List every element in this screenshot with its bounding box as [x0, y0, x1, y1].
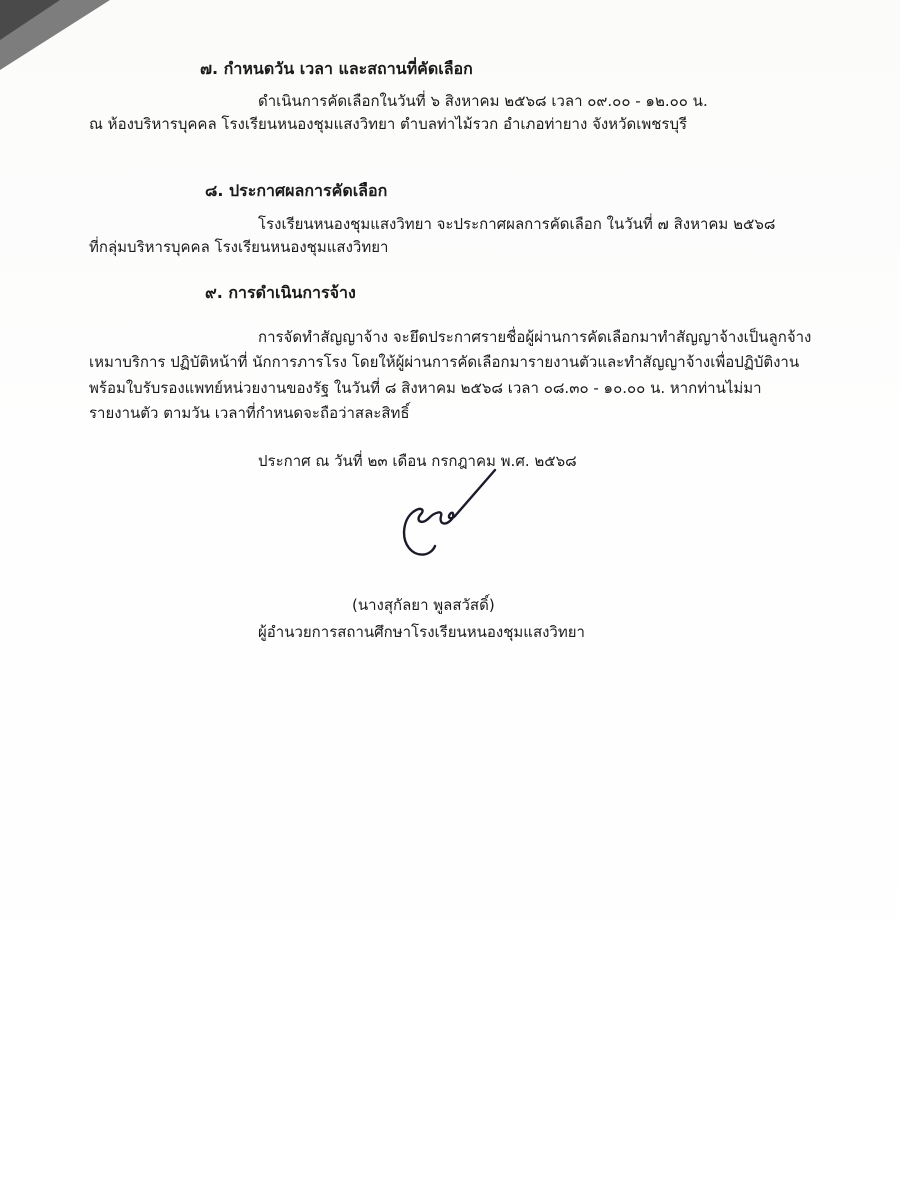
page-corner-shadow-dark [0, 0, 60, 40]
section-8-heading: ๘. ประกาศผลการคัดเลือก [205, 181, 388, 200]
section-9-line-3: พร้อมใบรับรองแพทย์หน่วยงานของรัฐ ในวันที่ ๘ สิงหาคม ๒๕๖๘ เวลา ๐๘.๓๐ - ๑๐.๐๐ น. หากท่านไม่มา [89, 379, 762, 397]
section-9-line-2: เหมาบริการ ปฏิบัติหน้าที่ นักการภารโรง โดยให้ผู้ผ่านการคัดเลือกมารายงานตัวและทำสัญญาจ้างเพื่อปฏิบัติงาน [89, 353, 800, 371]
section-9-line-1: การจัดทำสัญญาจ้าง จะยึดประกาศรายชื่อผู้ผ่านการคัดเลือกมาทำสัญญาจ้างเป็นลูกจ้าง [258, 328, 812, 346]
section-8-line-1: โรงเรียนหนองชุมแสงวิทยา จะประกาศผลการคัดเลือก ในวันที่ ๗ สิงหาคม ๒๕๖๘ [258, 215, 776, 233]
section-8-line-2: ที่กลุ่มบริหารบุคคล โรงเรียนหนองชุมแสงวิทยา [89, 238, 389, 256]
section-9-line-4: รายงานตัว ตามวัน เวลาที่กำหนดจะถือว่าสละสิทธิ์ [89, 404, 410, 422]
section-7-line-2: ณ ห้องบริหารบุคคล โรงเรียนหนองชุมแสงวิทยา ตำบลท่าไม้รวก อำเภอท่ายาง จังหวัดเพชรบุรี [89, 115, 688, 133]
announcement-date: ประกาศ ณ วันที่ ๒๓ เดือน กรกฎาคม พ.ศ. ๒๕๖๘ [258, 452, 577, 470]
signatory-name: (นางสุกัลยา พูลสวัสดิ์) [352, 596, 495, 614]
signatory-title: ผู้อำนวยการสถานศึกษาโรงเรียนหนองชุมแสงวิทยา [258, 623, 585, 641]
section-9-heading: ๙. การดำเนินการจ้าง [205, 283, 356, 302]
signature-icon [395, 468, 505, 578]
section-7-heading: ๗. กำหนดวัน เวลา และสถานที่คัดเลือก [200, 59, 473, 78]
section-7-line-1: ดำเนินการคัดเลือกในวันที่ ๖ สิงหาคม ๒๕๖๘ เวลา ๐๙.๐๐ - ๑๒.๐๐ น. [258, 92, 708, 110]
